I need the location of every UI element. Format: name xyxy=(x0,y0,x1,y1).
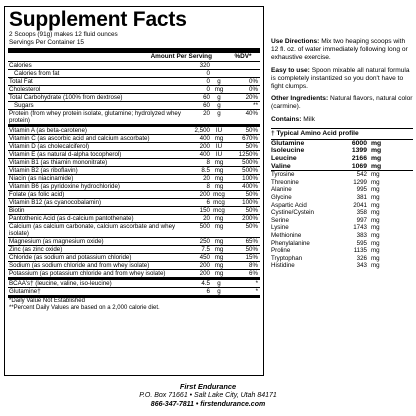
amino-row xyxy=(271,217,413,225)
nutrient-name: Calcium (as calcium carbonate, calcium ascorbate and whey isolate) xyxy=(9,223,176,238)
amino-row xyxy=(271,202,413,210)
amino-amount: 343 xyxy=(356,262,367,270)
nutrient-dv: 8% xyxy=(249,262,258,270)
amino-amount: 1069 xyxy=(351,162,367,170)
nutrient-dv xyxy=(228,70,260,77)
amino-amount: 326 xyxy=(356,254,367,262)
amino-row xyxy=(271,209,413,217)
contains-label: Contains: xyxy=(271,115,302,123)
amino-name: Aspartic Acid xyxy=(271,201,307,209)
nutrient-unit: mcg xyxy=(213,199,225,207)
nutrient-amount: 6 xyxy=(206,288,210,296)
amino-name: Lysine xyxy=(271,224,289,232)
other-ingredients-label: Other Ingredients: xyxy=(271,95,329,103)
facts-row xyxy=(8,151,260,159)
nutrient-dv: 40% xyxy=(245,110,258,118)
amino-name: Threonine xyxy=(271,178,299,186)
nutrient-amount: 8.5 xyxy=(201,167,210,175)
nutrient-amount: 6 xyxy=(206,199,210,207)
nutrient-dv: 15% xyxy=(245,254,258,262)
amino-row xyxy=(271,255,413,263)
facts-row xyxy=(8,238,260,246)
nutrient-dv: 1250% xyxy=(238,151,258,159)
nutrient-unit: mcg xyxy=(213,191,225,199)
company-phone: 866-347-7811 xyxy=(150,401,194,408)
facts-row xyxy=(8,175,260,183)
amino-row xyxy=(271,262,413,270)
nutrient-amount: 200 xyxy=(199,191,210,199)
facts-footnotes xyxy=(8,296,260,312)
amino-unit: mg xyxy=(371,201,380,209)
company-name: First Endurance xyxy=(179,382,237,391)
nutrient-amount: 8 xyxy=(206,183,210,191)
other-ingredients xyxy=(271,95,413,111)
facts-row xyxy=(8,254,260,262)
nutrient-unit: mg xyxy=(214,175,224,183)
other-ingredients-text: Natural flavors, natural color (carmine). xyxy=(271,95,413,111)
amino-name: Proline xyxy=(271,247,291,255)
facts-row xyxy=(8,215,260,223)
amino-amount: 542 xyxy=(356,171,367,179)
nutrient-unit: mg xyxy=(214,254,224,262)
amino-row xyxy=(271,194,413,202)
nutrient-unit: mg xyxy=(214,270,224,278)
nutrient-dv: 670% xyxy=(242,135,258,143)
nutrient-amount: 7.5 xyxy=(201,246,210,254)
serving-size: 2 Scoops (91g) makes 12 fluid ounces xyxy=(9,31,118,38)
nutrient-amount: 60 xyxy=(203,94,210,102)
nutrient-name: Vitamin B6 (as pyridoxine hydrochloride) xyxy=(9,183,120,191)
nutrient-amount: 0 xyxy=(206,78,210,86)
easy-to-use-label: Easy to use: xyxy=(271,66,310,74)
nutrient-name: Total Carbohydrate (100% from dextrose) xyxy=(9,94,123,102)
facts-row xyxy=(8,199,260,207)
nutrient-unit: g xyxy=(217,94,221,102)
nutrient-dv: 50% xyxy=(245,223,258,231)
nutrient-unit: mg xyxy=(214,238,224,246)
amino-acid-title: † Typical Amino Acid profile xyxy=(271,129,413,140)
nutrient-name: Potassium (as potassium chloride and from whey isolate) xyxy=(9,270,166,278)
nutrient-amount: 0 xyxy=(206,86,210,94)
use-directions-text: Mix two heaping scoops with 12 fl. oz. of water immediately following long or exhaustive exercise. xyxy=(271,38,408,62)
nutrient-amount: 450 xyxy=(199,254,210,262)
supplement-facts-title: Supplement Facts xyxy=(9,8,187,31)
nutrient-amount: 8 xyxy=(206,159,210,167)
footnote-daily-value: *Daily Value Not Established xyxy=(9,298,85,305)
amino-name: Valine xyxy=(271,162,291,170)
nutrient-name: Vitamin D (as cholecalciferol) xyxy=(9,143,90,151)
nutrient-amount: 4.5 xyxy=(201,280,210,288)
nutrient-name: Pantothenic Acid (as d-calcium pantothenate) xyxy=(9,215,134,223)
company-contact xyxy=(0,400,416,409)
nutrient-unit: g xyxy=(217,110,221,118)
amino-unit: mg xyxy=(371,247,380,255)
facts-row xyxy=(8,278,260,288)
nutrient-dv: 50% xyxy=(245,207,258,215)
nutrient-dv: ** xyxy=(253,102,258,110)
nutrient-name: Vitamin E (as natural d-alpha tocopherol) xyxy=(9,151,122,159)
footnote-calorie-diet: **Percent Daily Values are based on a 2,000 calorie diet. xyxy=(9,305,160,312)
nutrient-amount: 320 xyxy=(199,62,210,70)
nutrient-amount: 20 xyxy=(203,175,210,183)
facts-row xyxy=(8,183,260,191)
nutrient-dv: 50% xyxy=(245,246,258,254)
amino-unit: mg xyxy=(371,155,382,163)
amino-unit: mg xyxy=(371,186,380,194)
nutrient-amount: 200 xyxy=(199,262,210,270)
nutrient-dv: 0% xyxy=(249,86,258,94)
nutrient-dv: 500% xyxy=(242,167,258,175)
nutrient-dv: 500% xyxy=(242,159,258,167)
amino-row xyxy=(271,179,413,187)
amino-row xyxy=(271,171,413,179)
nutrient-name: Zinc (as zinc oxide) xyxy=(9,246,63,254)
supplement-facts-panel xyxy=(4,6,264,376)
nutrient-amount: 20 xyxy=(203,110,210,118)
amino-name: Tryptophan xyxy=(271,254,303,262)
amino-row xyxy=(271,140,413,148)
amino-name: Cystine/Cystein xyxy=(271,209,314,217)
nutrient-amount: 200 xyxy=(199,270,210,278)
use-directions-label: Use Directions: xyxy=(271,38,320,45)
amino-name: Glutamine xyxy=(271,139,305,147)
nutrient-amount: 500 xyxy=(199,223,210,231)
easy-to-use xyxy=(271,67,413,92)
nutrient-unit: mg xyxy=(214,183,224,191)
nutrient-name: BCAA's† (leucine, valine, iso-leucine) xyxy=(9,280,112,288)
facts-row xyxy=(8,94,260,102)
contains-text: Milk xyxy=(303,115,315,123)
amino-name: Isoleucine xyxy=(271,147,305,155)
nutrient-amount: 400 xyxy=(199,135,210,143)
facts-row xyxy=(8,135,260,143)
nutrient-unit: g xyxy=(217,102,221,110)
contact-separator: • xyxy=(195,401,199,408)
facts-row xyxy=(8,246,260,254)
facts-row xyxy=(8,125,260,135)
nutrient-dv: 400% xyxy=(242,183,258,191)
nutrient-dv: 50% xyxy=(245,191,258,199)
nutrient-amount: 60 xyxy=(203,102,210,110)
amino-amount: 2041 xyxy=(353,201,367,209)
nutrient-amount: 200 xyxy=(199,143,210,151)
contains xyxy=(271,116,413,124)
amino-unit: mg xyxy=(371,147,382,155)
nutrient-name: Protein (from whey protein isolate, glutamine; hydrolyzed whey protein) xyxy=(9,110,181,125)
nutrient-unit: IU xyxy=(215,127,223,135)
nutrient-name: Vitamin C (as ascorbic acid and calcium ascorbate) xyxy=(9,135,150,143)
company-footer xyxy=(0,382,416,409)
nutrient-amount: 250 xyxy=(199,238,210,246)
amino-amount: 381 xyxy=(356,193,367,201)
facts-row xyxy=(8,288,260,296)
nutrient-unit: mg xyxy=(214,135,224,143)
nutrient-amount: 400 xyxy=(199,151,210,159)
nutrient-dv: * xyxy=(255,280,258,288)
use-directions xyxy=(271,38,413,63)
amino-amount: 1135 xyxy=(353,247,367,255)
nutrient-name: Calories xyxy=(9,62,32,70)
nutrient-unit xyxy=(210,70,228,77)
nutrient-dv: 65% xyxy=(245,238,258,246)
nutrient-dv xyxy=(228,62,260,69)
nutrient-name: Cholesterol xyxy=(9,86,41,94)
amino-unit: mg xyxy=(371,209,380,217)
facts-row xyxy=(8,70,260,78)
nutrient-name: Vitamin A (as beta-carotene) xyxy=(9,127,87,135)
nutrient-name: Biotin xyxy=(9,207,25,215)
amino-name: Alanine xyxy=(271,186,292,194)
nutrient-dv: 100% xyxy=(242,175,258,183)
nutrient-name: Sugars xyxy=(14,102,34,110)
amino-name: Serine xyxy=(271,216,289,224)
amino-bold-rows xyxy=(271,140,413,170)
amino-unit: mg xyxy=(371,231,380,239)
amino-row xyxy=(271,147,413,155)
amino-row xyxy=(271,186,413,194)
amino-unit: mg xyxy=(371,139,382,147)
amino-name: Leucine xyxy=(271,155,297,163)
facts-row xyxy=(8,167,260,175)
amino-row xyxy=(271,163,413,171)
amino-acid-table xyxy=(271,128,413,270)
nutrient-name: Folate (as folic acid) xyxy=(9,191,65,199)
nutrient-dv: 50% xyxy=(245,143,258,151)
amino-unit: mg xyxy=(371,178,380,186)
amino-row xyxy=(271,155,413,163)
nutrient-name: Total Fat xyxy=(9,78,33,86)
amino-row xyxy=(271,224,413,232)
facts-row xyxy=(8,223,260,238)
nutrient-dv: 0% xyxy=(249,78,258,86)
nutrient-dv: 6% xyxy=(249,270,258,278)
nutrient-unit: g xyxy=(217,288,221,296)
facts-row xyxy=(8,62,260,70)
facts-row xyxy=(8,102,260,110)
nutrient-amount: 2,500 xyxy=(194,127,210,135)
facts-row xyxy=(8,207,260,215)
nutrient-name: Vitamin B2 (as riboflavin) xyxy=(9,167,78,175)
nutrient-name: Vitamin B1 (as thiamin mononitrate) xyxy=(9,159,108,167)
nutrient-amount: 150 xyxy=(199,207,210,215)
amino-name: Glycine xyxy=(271,193,292,201)
amino-unit: mg xyxy=(371,193,380,201)
amount-header: Amount Per Serving xyxy=(150,53,212,61)
nutrient-name: Calories from fat xyxy=(14,70,60,78)
nutrient-name: Glutamine† xyxy=(9,288,41,296)
amino-amount: 1299 xyxy=(353,178,367,186)
amino-rows xyxy=(271,171,413,270)
nutrient-unit: g xyxy=(217,78,221,86)
facts-header xyxy=(8,53,260,62)
nutrient-amount: 20 xyxy=(203,215,210,223)
facts-row xyxy=(8,86,260,94)
amino-amount: 1399 xyxy=(351,147,367,155)
amino-unit: mg xyxy=(371,262,380,270)
company-website: firstendurance.com xyxy=(200,401,266,408)
facts-row xyxy=(8,143,260,151)
facts-row xyxy=(8,78,260,86)
nutrient-unit xyxy=(210,62,228,69)
amino-unit: mg xyxy=(371,216,380,224)
amino-name: Tyrosine xyxy=(271,171,295,179)
nutrient-unit: mg xyxy=(214,223,224,231)
nutrient-dv: 20% xyxy=(245,94,258,102)
amino-unit: mg xyxy=(371,171,380,179)
nutrient-unit: IU xyxy=(215,151,223,159)
amino-row xyxy=(271,247,413,255)
nutrient-name: Vitamin B12 (as cyanocobalamin) xyxy=(9,199,102,207)
facts-row xyxy=(8,262,260,270)
amino-name: Methionine xyxy=(271,231,302,239)
nutrient-unit: mg xyxy=(214,86,224,94)
nutrient-dv: 200% xyxy=(242,215,258,223)
amino-unit: mg xyxy=(371,162,382,170)
amino-amount: 995 xyxy=(356,186,367,194)
amino-amount: 383 xyxy=(356,231,367,239)
amino-unit: mg xyxy=(371,224,380,232)
amino-amount: 2166 xyxy=(351,155,367,163)
nutrient-unit: g xyxy=(217,280,221,288)
amino-row xyxy=(271,232,413,240)
nutrient-unit: IU xyxy=(215,143,223,151)
nutrient-dv: 100% xyxy=(242,199,258,207)
amino-name: Phenylalanine xyxy=(271,239,310,247)
company-address: P.O. Box 71661 • Salt Lake City, Utah 84171 xyxy=(139,392,277,399)
amino-row xyxy=(271,240,413,248)
nutrient-unit: mg xyxy=(214,246,224,254)
nutrient-dv: * xyxy=(255,288,258,296)
amino-amount: 997 xyxy=(356,216,367,224)
facts-row xyxy=(8,159,260,167)
nutrient-unit: mg xyxy=(214,262,224,270)
easy-to-use-text: Spoon mixable all natural formula is completely instantized so you don't have to fight clumps. xyxy=(271,66,410,91)
nutrient-name: Chloride (as sodium and potassium chloride) xyxy=(9,254,132,262)
amino-unit: mg xyxy=(371,239,380,247)
nutrient-unit: mg xyxy=(214,159,224,167)
nutrient-unit: mcg xyxy=(213,207,225,215)
nutrient-unit: mg xyxy=(214,167,224,175)
nutrient-name: Niacin (as niacinamide) xyxy=(9,175,74,183)
dv-header: %DV* xyxy=(234,53,252,61)
info-column xyxy=(271,38,413,270)
facts-row xyxy=(8,110,260,125)
nutrient-dv: 50% xyxy=(245,127,258,135)
amino-unit: mg xyxy=(371,254,380,262)
nutrient-name: Magnesium (as magnesium oxide) xyxy=(9,238,104,246)
amino-name: Histidine xyxy=(271,262,295,270)
nutrient-unit: mg xyxy=(214,215,224,223)
nutrient-amount: 0 xyxy=(206,70,210,78)
amino-amount: 6000 xyxy=(351,139,367,147)
facts-row xyxy=(8,270,260,278)
servings-per-container: Servings Per Container 15 xyxy=(9,38,84,46)
facts-rows xyxy=(8,62,260,296)
amino-amount: 595 xyxy=(356,239,367,247)
amino-amount: 358 xyxy=(356,209,367,217)
facts-row xyxy=(8,191,260,199)
nutrient-name: Sodium (as sodium chloride and from whey isolate) xyxy=(9,262,150,270)
amino-amount: 1743 xyxy=(353,224,367,232)
